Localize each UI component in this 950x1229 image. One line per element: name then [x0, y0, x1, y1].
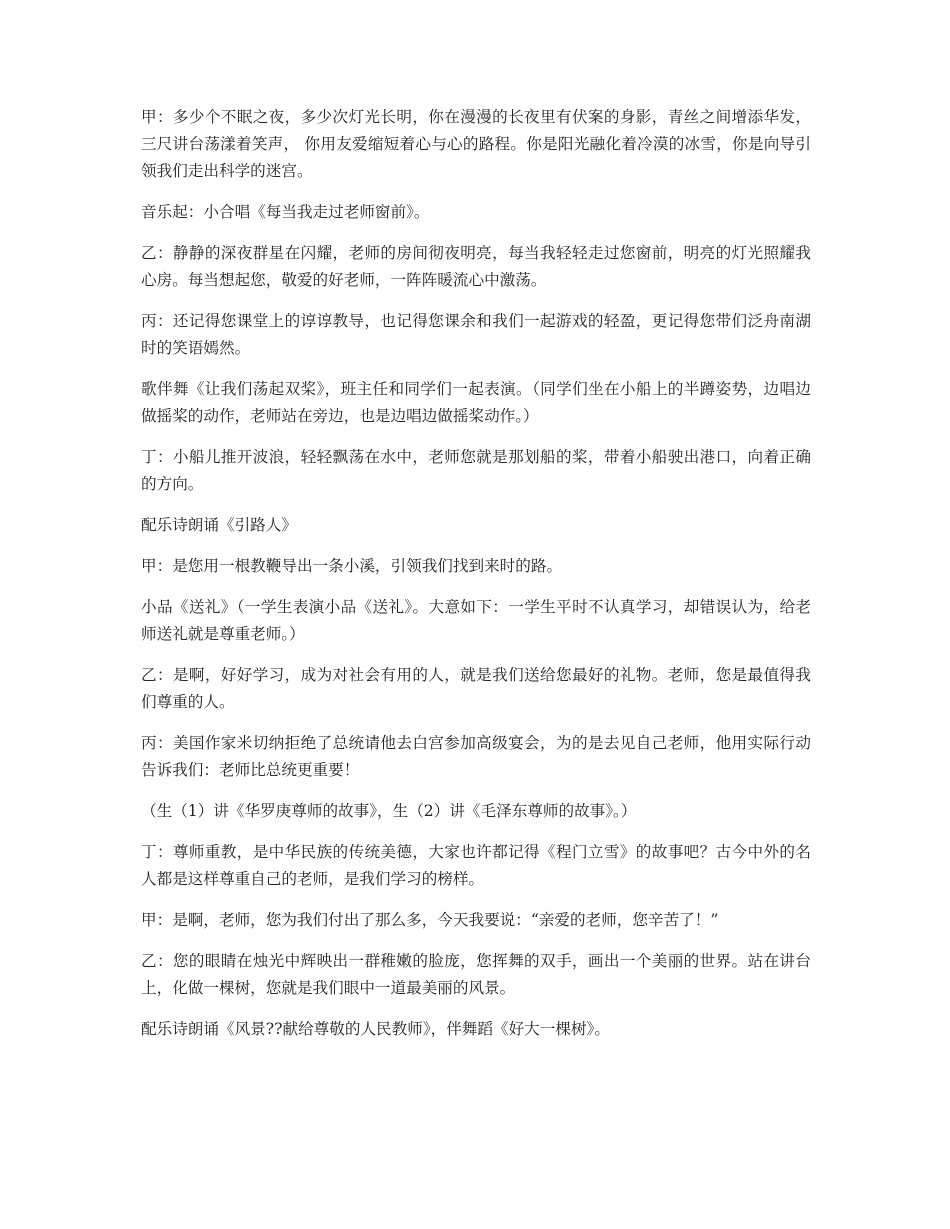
paragraph: 丁：尊师重教，是中华民族的传统美德，大家也许都记得《程门立雪》的故事吧？古今中外的名人都是这样尊重自己的老师，是我们学习的榜样。 [141, 843, 811, 888]
paragraph: 甲：多少个不眠之夜，多少次灯光长明，你在漫漫的长夜里有伏案的身影，青丝之间增添华发，三尺讲台荡漾着笑声， 你用友爱缩短着心与心的路程。你是阳光融化着冷漠的冰雪，你是向导引领我们走出科学的迷宫。 [141, 108, 811, 180]
paragraph: 甲：是啊，老师，您为我们付出了那么多，今天我要说：“亲爱的老师，您辛苦了！” [141, 911, 719, 929]
paragraph: 甲：是您用一根教鞭导出一条小溪，引领我们找到来时的路。 [141, 557, 563, 575]
paragraph: 乙：是啊，好好学习，成为对社会有用的人，就是我们送给您最好的礼物。老师，您是最值得我们尊重的人。 [141, 666, 811, 711]
paragraph: 音乐起：小合唱《每当我走过老师窗前》。 [141, 203, 430, 221]
paragraph: 配乐诗朗诵《风景??献给尊敬的人民教师》，伴舞蹈《好大一棵树》。 [141, 1020, 610, 1038]
paragraph: 歌伴舞《让我们荡起双桨》，班主任和同学们一起表演。（同学们坐在小船上的半蹲姿势，边唱边做摇桨的动作，老师站在旁边，也是边唱边做摇桨动作。） [141, 380, 811, 425]
document-body [141, 104, 811, 1057]
paragraph: 配乐诗朗诵《引路人》 [141, 516, 297, 534]
paragraph: 乙：静静的深夜群星在闪耀，老师的房间彻夜明亮，每当我轻轻走过您窗前，明亮的灯光照耀我心房。每当想起您，敬爱的好老师，一阵阵暖流心中激荡。 [141, 244, 811, 289]
paragraph: 乙：您的眼睛在烛光中辉映出一群稚嫩的脸庞，您挥舞的双手，画出一个美丽的世界。站在讲台上，化做一棵树，您就是我们眼中一道最美丽的风景。 [141, 952, 811, 997]
paragraph: 丁：小船儿推开波浪，轻轻飘荡在水中，老师您就是那划船的桨，带着小船驶出港口，向着正确的方向。 [141, 448, 811, 493]
paragraph: （生（1）讲《华罗庚尊师的故事》，生（2）讲《毛泽东尊师的故事》。） [141, 802, 637, 820]
paragraph: 丙：美国作家米切纳拒绝了总统请他去白宫参加高级宴会，为的是去见自己老师，他用实际行动告诉我们：老师比总统更重要！ [141, 734, 811, 779]
paragraph: 小品《送礼》（一学生表演小品《送礼》。大意如下：一学生平时不认真学习，却错误认为，给老师送礼就是尊重老师。） [141, 598, 811, 643]
paragraph: 丙：还记得您课堂上的谆谆教导，也记得您课余和我们一起游戏的轻盈，更记得您带们泛舟南湖时的笑语嫣然。 [141, 312, 811, 357]
